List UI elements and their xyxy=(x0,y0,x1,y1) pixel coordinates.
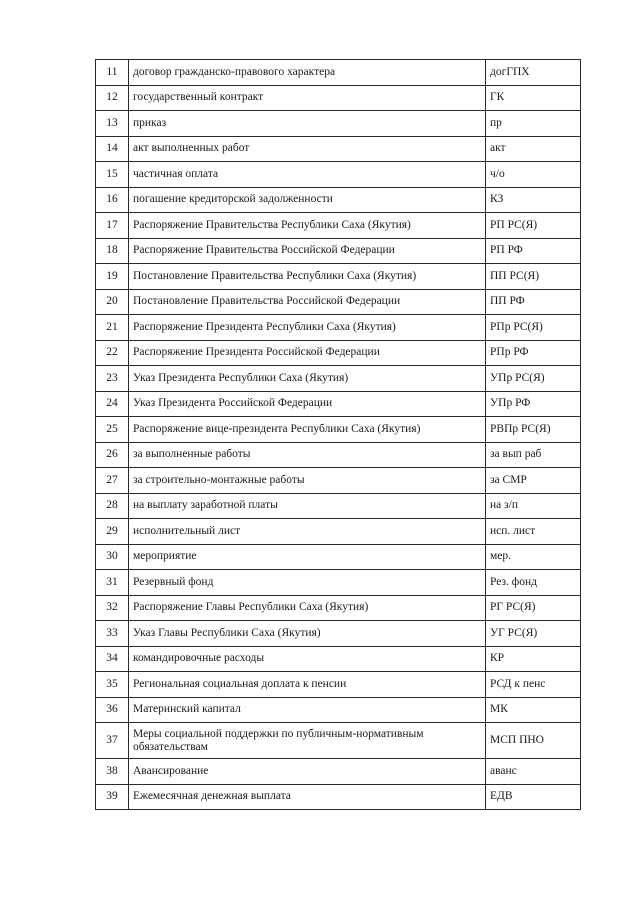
abbreviation-cell: мер. xyxy=(486,544,581,570)
row-number: 36 xyxy=(96,697,129,723)
full-name-cell: Резервный фонд xyxy=(129,570,486,596)
row-number: 37 xyxy=(96,723,129,759)
table-row xyxy=(96,289,581,315)
full-name-cell: Указ Главы Республики Саха (Якутия) xyxy=(129,621,486,647)
table-row xyxy=(96,391,581,417)
row-number: 20 xyxy=(96,289,129,315)
abbreviation-cell: РСД к пенс xyxy=(486,672,581,698)
full-name-cell: исполнительный лист xyxy=(129,519,486,545)
full-name-cell: договор гражданско-правового характера xyxy=(129,60,486,86)
table-row xyxy=(96,468,581,494)
full-name-cell: Распоряжение Президента Республики Саха (Якутия) xyxy=(129,315,486,341)
abbreviations-table xyxy=(95,59,581,810)
full-name-cell: Распоряжение вице-президента Республики Саха (Якутия) xyxy=(129,417,486,443)
abbreviation-cell: акт xyxy=(486,136,581,162)
row-number: 21 xyxy=(96,315,129,341)
abbreviation-cell: исп. лист xyxy=(486,519,581,545)
table-row xyxy=(96,544,581,570)
table-row xyxy=(96,570,581,596)
row-number: 31 xyxy=(96,570,129,596)
abbreviation-cell: на з/п xyxy=(486,493,581,519)
abbreviation-cell: РГ РС(Я) xyxy=(486,595,581,621)
full-name-cell: Постановление Правительства Республики Саха (Якутия) xyxy=(129,264,486,290)
row-number: 13 xyxy=(96,111,129,137)
full-name-cell: Распоряжение Правительства Республики Саха (Якутия) xyxy=(129,213,486,239)
table-row xyxy=(96,784,581,810)
abbreviation-cell: РПр РС(Я) xyxy=(486,315,581,341)
table-body xyxy=(96,60,581,810)
abbreviation-cell: за вып раб xyxy=(486,442,581,468)
full-name-cell: на выплату заработной платы xyxy=(129,493,486,519)
row-number: 18 xyxy=(96,238,129,264)
table-row xyxy=(96,672,581,698)
table-row xyxy=(96,697,581,723)
abbreviation-cell: РВПр РС(Я) xyxy=(486,417,581,443)
full-name-cell: Материнский капитал xyxy=(129,697,486,723)
abbreviation-cell: пр xyxy=(486,111,581,137)
abbreviation-cell: МСП ПНО xyxy=(486,723,581,759)
abbreviation-cell: догГПХ xyxy=(486,60,581,86)
abbreviation-cell: ПП РФ xyxy=(486,289,581,315)
abbreviation-cell: РПр РФ xyxy=(486,340,581,366)
abbreviation-cell: РП РФ xyxy=(486,238,581,264)
full-name-cell: Меры социальной поддержки по публичным-нормативным обязательствам xyxy=(129,723,486,759)
table-row xyxy=(96,646,581,672)
full-name-cell: Распоряжение Правительства Российской Федерации xyxy=(129,238,486,264)
full-name-cell: Распоряжение Главы Республики Саха (Якутия) xyxy=(129,595,486,621)
row-number: 28 xyxy=(96,493,129,519)
abbreviation-cell: РП РС(Я) xyxy=(486,213,581,239)
row-number: 14 xyxy=(96,136,129,162)
full-name-cell: акт выполненных работ xyxy=(129,136,486,162)
abbreviation-cell: Рез. фонд xyxy=(486,570,581,596)
abbreviation-cell: аванс xyxy=(486,759,581,785)
row-number: 33 xyxy=(96,621,129,647)
table-row xyxy=(96,417,581,443)
row-number: 23 xyxy=(96,366,129,392)
full-name-cell: Ежемесячная денежная выплата xyxy=(129,784,486,810)
full-name-cell: приказ xyxy=(129,111,486,137)
table-row xyxy=(96,60,581,86)
abbreviation-cell: ЕДВ xyxy=(486,784,581,810)
row-number: 25 xyxy=(96,417,129,443)
table-row xyxy=(96,366,581,392)
row-number: 24 xyxy=(96,391,129,417)
row-number: 15 xyxy=(96,162,129,188)
table-row xyxy=(96,111,581,137)
full-name-cell: Авансирование xyxy=(129,759,486,785)
abbreviation-cell: КР xyxy=(486,646,581,672)
row-number: 27 xyxy=(96,468,129,494)
table-row xyxy=(96,595,581,621)
table-row xyxy=(96,723,581,759)
table-row xyxy=(96,162,581,188)
table-row xyxy=(96,340,581,366)
row-number: 19 xyxy=(96,264,129,290)
row-number: 12 xyxy=(96,85,129,111)
table-row xyxy=(96,213,581,239)
full-name-cell: Постановление Правительства Российской Федерации xyxy=(129,289,486,315)
row-number: 11 xyxy=(96,60,129,86)
abbreviation-cell: КЗ xyxy=(486,187,581,213)
row-number: 17 xyxy=(96,213,129,239)
row-number: 16 xyxy=(96,187,129,213)
table-row xyxy=(96,759,581,785)
full-name-cell: Указ Президента Республики Саха (Якутия) xyxy=(129,366,486,392)
row-number: 26 xyxy=(96,442,129,468)
row-number: 29 xyxy=(96,519,129,545)
abbreviation-cell: ч/о xyxy=(486,162,581,188)
full-name-cell: за строительно-монтажные работы xyxy=(129,468,486,494)
full-name-cell: Распоряжение Президента Российской Федерации xyxy=(129,340,486,366)
full-name-cell: погашение кредиторской задолженности xyxy=(129,187,486,213)
table-row xyxy=(96,442,581,468)
table-row xyxy=(96,519,581,545)
full-name-cell: за выполненные работы xyxy=(129,442,486,468)
table-row xyxy=(96,85,581,111)
table-row xyxy=(96,238,581,264)
abbreviation-cell: за СМР xyxy=(486,468,581,494)
abbreviation-cell: УПр РФ xyxy=(486,391,581,417)
abbreviation-cell: ПП РС(Я) xyxy=(486,264,581,290)
table-row xyxy=(96,264,581,290)
full-name-cell: мероприятие xyxy=(129,544,486,570)
abbreviation-cell: УПр РС(Я) xyxy=(486,366,581,392)
row-number: 22 xyxy=(96,340,129,366)
row-number: 38 xyxy=(96,759,129,785)
row-number: 35 xyxy=(96,672,129,698)
row-number: 39 xyxy=(96,784,129,810)
full-name-cell: Указ Президента Российской Федерации xyxy=(129,391,486,417)
full-name-cell: командировочные расходы xyxy=(129,646,486,672)
table-row xyxy=(96,187,581,213)
row-number: 32 xyxy=(96,595,129,621)
abbreviation-cell: МК xyxy=(486,697,581,723)
row-number: 30 xyxy=(96,544,129,570)
full-name-cell: частичная оплата xyxy=(129,162,486,188)
row-number: 34 xyxy=(96,646,129,672)
full-name-cell: Региональная социальная доплата к пенсии xyxy=(129,672,486,698)
table-row xyxy=(96,136,581,162)
table-row xyxy=(96,621,581,647)
full-name-cell: государственный контракт xyxy=(129,85,486,111)
table-row xyxy=(96,315,581,341)
abbreviation-cell: УГ РС(Я) xyxy=(486,621,581,647)
table-row xyxy=(96,493,581,519)
abbreviation-cell: ГК xyxy=(486,85,581,111)
